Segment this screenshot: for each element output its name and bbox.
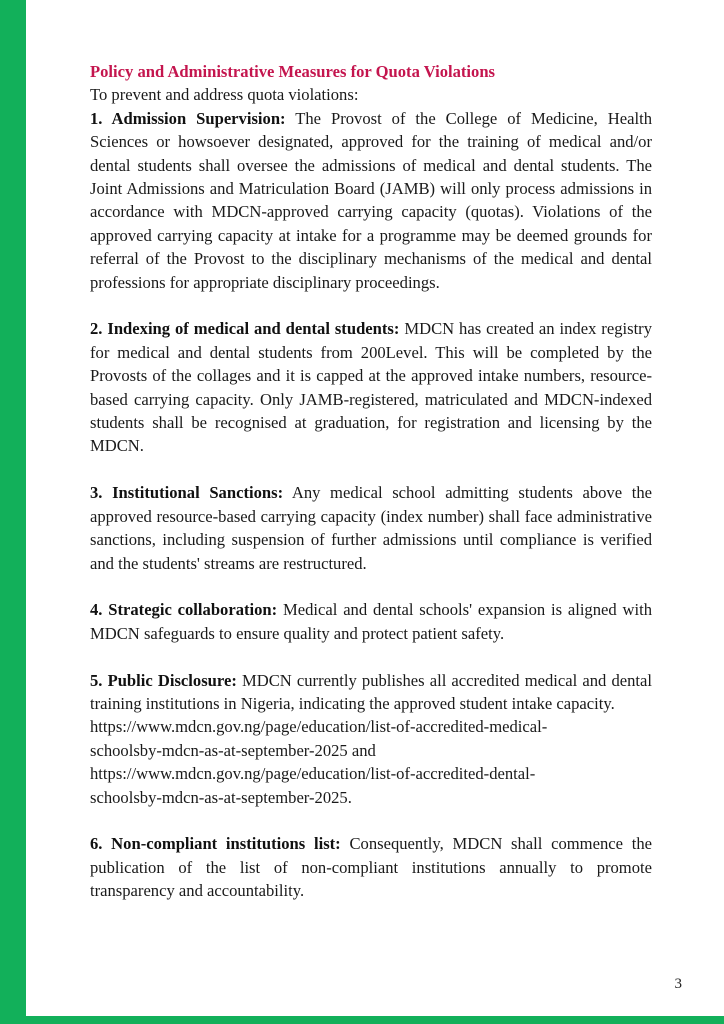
link-line[interactable]: schoolsby-mdcn-as-at-september-2025.	[90, 787, 352, 807]
item-indexing	[90, 317, 652, 457]
bottom-green-bar	[0, 1016, 724, 1024]
page-number: 3	[674, 976, 682, 992]
item-institutional-sanctions	[90, 481, 652, 575]
item-body: MDCN has created an index registry for medical and dental students from 200Level. This will be completed by the Provosts of the collages and it is capped at the approved intake numbers, resource-based carrying capacity. Only JAMB-registered, matriculated and MDCN-indexed students shall be recognised at graduation, for registration and licensing by the MDCN.	[90, 319, 652, 456]
link-line[interactable]: https://www.mdcn.gov.ng/page/education/list-of-accredited-medical-	[90, 717, 548, 737]
item-public-disclosure	[90, 669, 652, 716]
item-body: Consequently, MDCN shall commence the publication of the list of non-compliant institutions annually to promote transparency and accountability.	[90, 834, 652, 901]
item-title: 4. Strategic collaboration:	[90, 600, 278, 620]
item-non-compliant-list	[90, 832, 652, 902]
section-intro: To prevent and address quota violations:	[90, 85, 359, 105]
accredited-dental-link[interactable]	[90, 762, 652, 809]
section-heading: Policy and Administrative Measures for Quota Violations	[90, 62, 496, 81]
item-admission-supervision	[90, 107, 652, 294]
item-body: Medical and dental schools' expansion is aligned with MDCN safeguards to ensure quality and protect patient safety.	[90, 600, 652, 643]
item-title: 3. Institutional Sanctions:	[90, 483, 284, 503]
link-line[interactable]: schoolsby-mdcn-as-at-september-2025 and	[90, 740, 376, 760]
item-title: 5. Public Disclosure:	[90, 670, 237, 690]
item-title: 6. Non-compliant institutions list:	[90, 834, 341, 854]
item-body: Any medical school admitting students above the approved resource-based carrying capacity (index number) shall face administrative sanctions, including suspension of further admissions until compliance is verified and the students' streams are restructured.	[90, 483, 653, 573]
item-title: 1. Admission Supervision:	[90, 108, 286, 128]
item-body: MDCN currently publishes all accredited medical and dental training institutions in Nigeria, indicating the approved student intake capacity.	[90, 670, 652, 713]
item-title: 2. Indexing of medical and dental students:	[90, 319, 400, 339]
link-line[interactable]: https://www.mdcn.gov.ng/page/education/list-of-accredited-dental-	[90, 764, 536, 784]
item-body: The Provost of the College of Medicine, Health Sciences or howsoever designated, approved for the training of medical and/or dental students shall oversee the admissions of medical and dental students. The Joint Admissions and Matriculation Board (JAMB) will only process admissions in accordance with MDCN-approved carrying capacity (quotas). Violations of the approved carrying capacity at intake for a programme may be deemed grounds for referral of the Provost to the disciplinary mechanisms of the medical and dental professions for appropriate disciplinary proceedings.	[90, 108, 652, 292]
document-body	[90, 60, 652, 903]
accredited-medical-link[interactable]	[90, 715, 652, 762]
item-strategic-collaboration	[90, 598, 652, 645]
left-green-bar	[0, 0, 26, 1024]
